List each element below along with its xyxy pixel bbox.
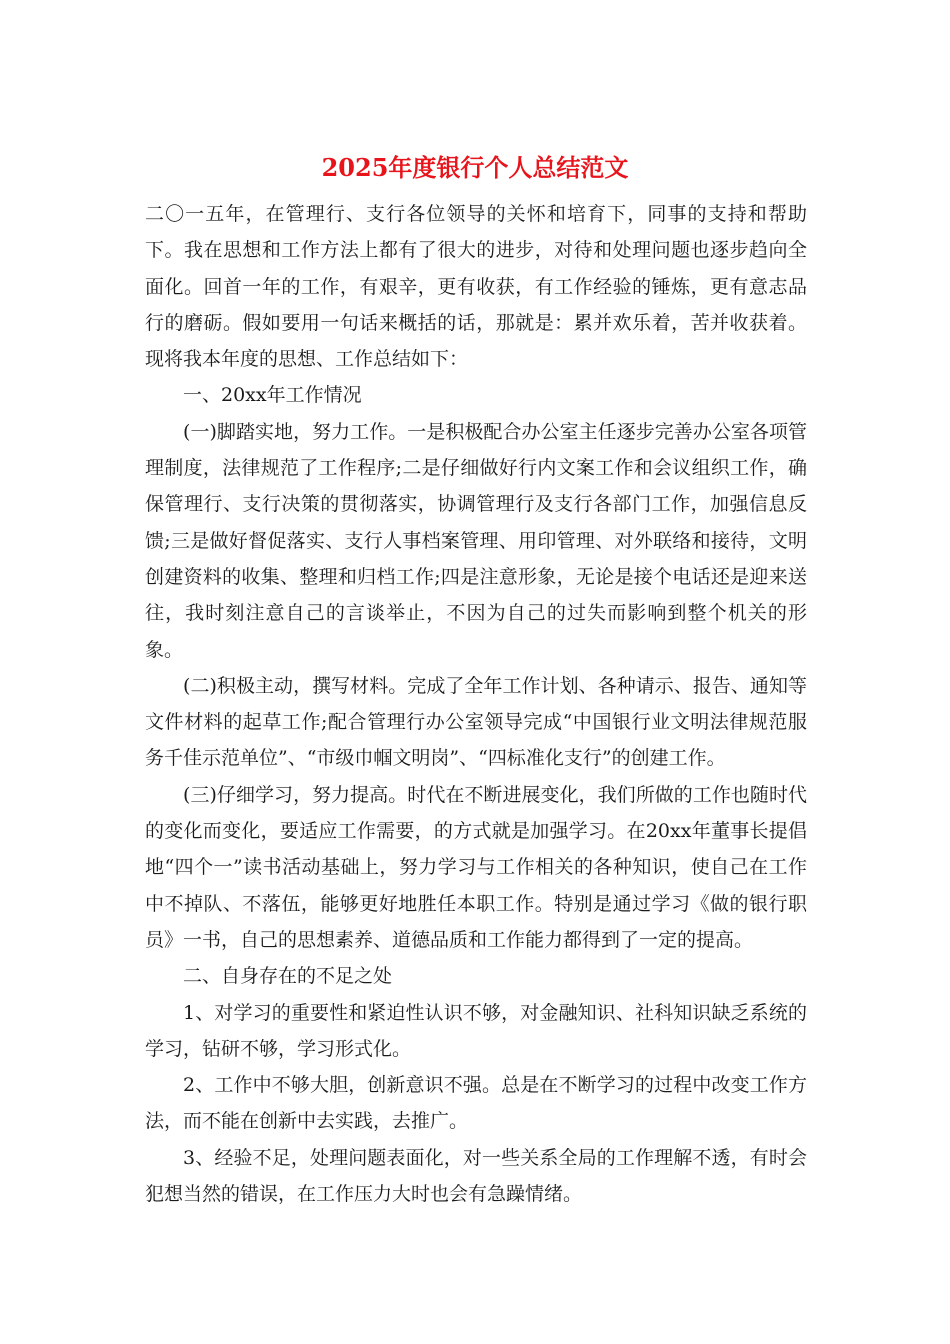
paragraph-item-1: (一)脚踏实地，努力工作。一是积极配合办公室主任逐步完善办公室各项管理制度，法律规范了工作程序;二是仔细做好行内文案工作和会议组织工作，确保管理行、支行决策的贯彻落实，协调管理行及支行各部门工作，加强信息反馈;三是做好督促落实、支行人事档案管理、用印管理、对外联络和接待，文明创建资料的收集、整理和归档工作;四是注意形象，无论是接个电话还是迎来送往，我时刻注意自己的言谈举止，不因为自己的过失而影响到整个机关的形象。 (145, 420, 807, 661)
paragraph-item-3: (三)仔细学习，努力提高。时代在不断进展变化，我们所做的工作也随时代的变化而变化，要适应工作需要，的方式就是加强学习。在20xx年董事长提倡地“四个一”读书活动基础上，努力学习与工作相关的各种知识，使自己在工作中不掉队、不落伍，能够更好地胜任本职工作。特别是通过学习《做的银行职员》一书，自己的思想素养、道德品质和工作能力都得到了一定的提高。 (145, 783, 807, 951)
document-body (145, 196, 807, 1212)
paragraph-item-2: (二)积极主动，撰写材料。完成了全年工作计划、各种请示、报告、通知等文件材料的起草工作;配合管理行办公室领导完成“中国银行业文明法律规范服务千佳示范单位”、“市级巾帼文明岗”、“四标准化支行”的创建工作。 (145, 674, 807, 770)
section-heading-1: 一、20xx年工作情况 (183, 384, 362, 407)
paragraph-intro: 二〇一五年，在管理行、支行各位领导的关怀和培育下，同事的支持和帮助下。我在思想和工作方法上都有了很大的进步，对待和处理问题也逐步趋向全面化。回首一年的工作，有艰辛，更有收获，有工作经验的锤炼，更有意志品行的磨砺。假如要用一句话来概括的话，那就是：累并欢乐着，苦并收获着。现将我本年度的思想、工作总结如下： (145, 203, 807, 371)
paragraph-shortcoming-2: 2、工作中不够大胆，创新意识不强。总是在不断学习的过程中改变工作方法，而不能在创新中去实践，去推广。 (145, 1074, 807, 1133)
document-title: 2025年度银行个人总结范文 (321, 153, 629, 182)
section-heading-2: 二、自身存在的不足之处 (183, 965, 393, 988)
paragraph-shortcoming-3: 3、经验不足，处理问题表面化，对一些关系全局的工作理解不透，有时会犯想当然的错误，在工作压力大时也会有急躁情绪。 (145, 1146, 807, 1206)
paragraph-shortcoming-1: 1、对学习的重要性和紧迫性认识不够，对金融知识、社科知识缺乏系统的学习，钻研不够，学习形式化。 (145, 1001, 807, 1060)
